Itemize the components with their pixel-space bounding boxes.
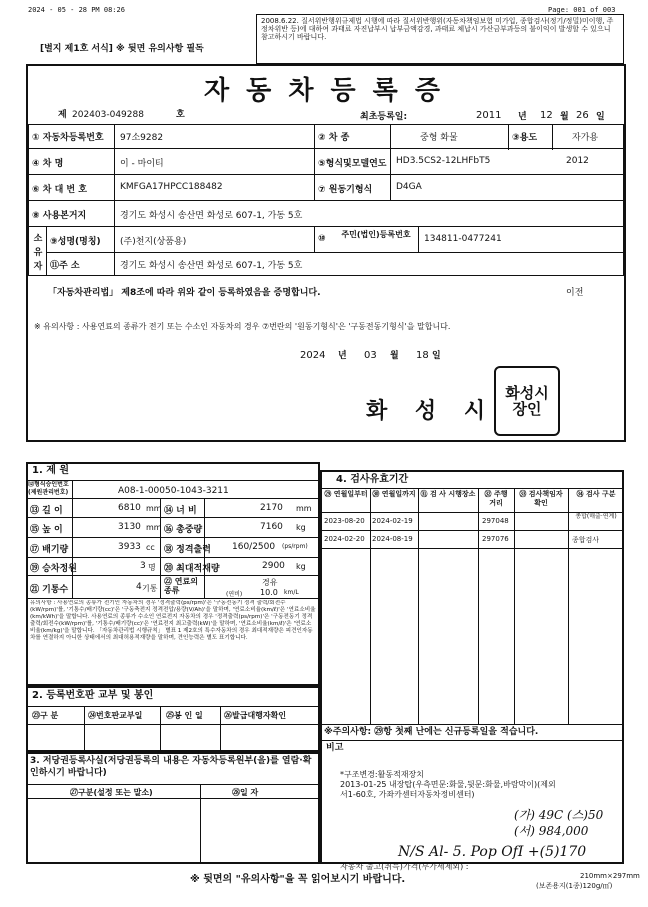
height-unit: mm (146, 523, 162, 532)
inspection-title: 4. 검사유효기간 (336, 474, 409, 485)
remarks-line-2: 2013-01-25 내장탑(우측면문:화물,뒷문:화물,바람막이)(제외 (340, 780, 556, 789)
first-reg-day: 26 (576, 110, 589, 121)
inspection-note: ※주의사항: ㉙항 첫째 난에는 신규등록일을 적습니다. (324, 727, 539, 737)
seats-value: 3 (140, 561, 146, 571)
model-year-label: ⑤형식및모델연도 (318, 159, 387, 169)
first-reg-label: 최초등록일: (360, 112, 408, 122)
handwriting-line-3: N/S Al- 5. Pop OfI +(5)170 (398, 844, 587, 860)
owner-name-value: (주)천지(상품용) (120, 237, 187, 247)
first-reg-year: 2011 (476, 110, 502, 121)
height-label: ⑮ 높 이 (30, 525, 63, 535)
length-value: 6810 (118, 503, 141, 513)
displacement-label: ⑰ 배기량 (30, 545, 69, 555)
length-label: ⑬ 길 이 (30, 506, 63, 516)
vehicle-number-label: ① 자동차등록번호 (32, 133, 104, 143)
issue-month-label: 월 (390, 351, 399, 361)
insp-col-to: ㉚ 연월일까지 (372, 490, 416, 498)
fuel-type-label: ㉒ 연료의 종류 (164, 577, 198, 595)
model-code-value: HD3.5CS2-12LHFbT5 (396, 156, 491, 166)
top-notice-box (256, 14, 624, 64)
engine-type-value: D4GA (396, 182, 422, 192)
notice-text: ※ 유의사항 : 사용연료의 종류가 전기 또는 수소인 자동차의 경우 ⑦번란의 '원동기형식'은 '구동전동기형식'을 말합니다. (34, 322, 451, 331)
fax-timestamp: 2024 - 05 - 28 PM 08:26 (28, 6, 125, 14)
certify-text: 「자동차관리법」 제8조에 따라 위와 같이 등록하였음을 증명합니다. (48, 288, 321, 298)
insp-col-mileage: ㉜ 주행 거리 (484, 490, 508, 507)
official-seal (494, 366, 560, 436)
insp-col-from: ㉙ 연월일부터 (324, 490, 368, 498)
seal-text: 화성시장인 (505, 384, 549, 418)
insp-col-place: ㉛ 검 사 시행장소 (420, 490, 476, 498)
rated-power-label: ⑱ 정격출력 (164, 545, 211, 555)
top-notice-text: 2008.6.22. 질서위반행위규제법 시행에 따라 질서위반행위(자동차책임보험 미가입, 종합검사(정기/정밀)미이행, 주정차위반 등)에 대하여 과태료 자진납부시 납부금액감경, 과태료 체납시 가산금부과등의 불이익이 발생할 수 있으니 참고하시기 바랍니다. (261, 17, 614, 42)
rated-power-unit: (ps/rpm) (282, 543, 308, 550)
corp-number-value: 134811-0477241 (424, 234, 502, 244)
issue-day: 18 (416, 350, 429, 361)
corp-number-label: 주민(법인)등록번호 (341, 230, 411, 239)
usage-value: 자가용 (572, 133, 599, 143)
issue-year-label: 년 (338, 351, 347, 361)
remarks-line-3: 서1-60호, 가좌카센터자동차정비센터) (340, 790, 475, 799)
base-location-label: ⑧ 사용본거지 (32, 211, 87, 221)
usage-label: ③용도 (512, 133, 538, 143)
insp-row1-type: 종합(매출·연계) (575, 513, 617, 520)
footer-notice: ※ 뒷면의 "유의사항"을 꼭 읽어보시기 바랍니다. (190, 874, 406, 885)
issuer-name: 화 성 시 (366, 398, 496, 424)
first-reg-year-label: 년 (518, 112, 527, 122)
insp-row1-from: 2023-08-20 (324, 517, 365, 525)
first-reg-month: 12 (540, 110, 553, 121)
vehicle-type-value: 중형 화물 (420, 133, 458, 143)
owner-name-label: ⑨성명(명칭) (50, 237, 101, 247)
width-unit: mm (296, 504, 312, 513)
engine-type-label: ⑦ 원동기형식 (318, 185, 373, 195)
type-approval-value: A08-1-00050-1043-3211 (118, 486, 229, 496)
vin-label: ⑥ 차 대 번 호 (32, 185, 87, 195)
displacement-unit: cc (146, 543, 155, 552)
plate-col-category: ㉓구 분 (32, 711, 59, 720)
remarks-line-1: *구조변경:활동적재장치 (340, 770, 424, 779)
issue-year: 2024 (300, 350, 326, 361)
fuel-efficiency-label: (연비) (226, 591, 243, 598)
insp-row1-mileage: 297048 (482, 517, 509, 525)
reg-no-suffix: 호 (176, 110, 185, 120)
paper-size: 210mm×297mm (580, 872, 640, 880)
specs-title: 1. 제 원 (32, 465, 70, 476)
handwriting-line-2: (서) 984,000 (514, 824, 589, 838)
form-label: [별지 제1호 서식] ※ 뒷면 유의사항 필독 (40, 44, 204, 54)
certify-right: 이전 (566, 288, 584, 298)
max-load-unit: kg (296, 562, 306, 571)
width-label: ⑭ 너 비 (164, 506, 197, 516)
gross-weight-value: 7160 (260, 522, 283, 532)
plate-col-agent-check: ㉖발급대행자확인 (224, 711, 287, 720)
first-reg-month-label: 월 (560, 112, 569, 122)
rated-power-value: 160/2500 (232, 542, 276, 552)
plate-col-seal-date: ㉕봉 인 일 (166, 711, 203, 720)
issue-day-label: 일 (432, 351, 441, 361)
insp-col-type: ㉞ 검사 구분 (576, 490, 616, 498)
specs-note: 유의사항 : 사용연료의 종류가 전기인 자동차의 경우 '정격출력(ps/rpm)'은 '구동전동기 정격 출력/회전수(kW/rpm)'를, '기통수/배기량(cc)'은 '구동축전지 정격전압/용량(V/Ah)'을 말하며, '연료소비율(km/ℓ)'은 '연료소비율(km/kWh)'을 말합니다. 사용연료의 종류가 수소인 연료전지 자동차의 경우 '정격출력(ps/rpm)'은 '구동전동기 정격출력/회전수(kW/rpm)'를, '기통수/배기량(cc)'은 '연료전지 최고출력(kW)'을 말하며, '연료소비율(km/ℓ)'은 '연료소비율(km/kg)'을 말합니다. 「자동차관리법 시행규칙」 별표 1 제2호의 특수자동차의 경우 최대적재량은 피견인자동차를 연결하지 아니한 상태에서의 최대허용적재량을 말하며, 견인능력은 별도 표기합니다. (30, 600, 316, 642)
cylinders-label: ㉑ 기통수 (30, 585, 69, 595)
lien-title: 3. 저당권등록사실(저당권등록의 내용은 자동차등록원부(을)를 열람·확인하시기 바랍니다) (30, 756, 312, 778)
model-name-value: 이 - 마이티 (120, 159, 164, 169)
max-load-value: 2900 (262, 561, 285, 571)
vehicle-number-value: 97소9282 (120, 133, 164, 143)
owner-address-value: 경기도 화성시 송산면 화성로 607-1, 가동 5호 (120, 261, 303, 271)
plate-title: 2. 등록번호판 교부 및 봉인 (32, 690, 154, 701)
fax-page-number: Page: 001 of 003 (548, 6, 616, 14)
reg-no-value: 202403-049288 (72, 110, 144, 120)
first-reg-day-label: 일 (596, 112, 605, 122)
vin-value: KMFGA17HPCC188482 (120, 182, 223, 192)
seats-label: ⑲ 승차정원 (30, 564, 77, 574)
cylinders-value: 4 (136, 582, 142, 592)
height-value: 3130 (118, 522, 141, 532)
insp-col-inspector: ㉝ 검사책임자 확인 (519, 490, 563, 507)
insp-row1-to: 2024-02-19 (372, 517, 413, 525)
document-title: 자 동 차 등 록 증 (204, 76, 444, 106)
insp-row2-to: 2024-08-19 (372, 535, 413, 543)
vehicle-type-label: ② 차 종 (318, 133, 350, 143)
cylinders-unit: 기통 (142, 584, 158, 593)
model-name-label: ④ 차 명 (32, 159, 64, 169)
length-unit: mm (146, 504, 162, 513)
base-location-value: 경기도 화성시 송산면 화성로 607-1, 가동 5호 (120, 211, 303, 221)
corp-number-num: ⑩ (318, 234, 326, 244)
handwriting-line-1: (가) 49C (스)50 (514, 808, 604, 822)
lien-col-type: ㉗구분(설정 또는 말소) (70, 788, 153, 797)
overlap-text: 자동차 출고(취득)가격(부가세제외) : (340, 862, 469, 871)
issue-month: 03 (364, 350, 377, 361)
fuel-type-value: 경유 (262, 578, 278, 587)
remarks-label: 비고 (326, 743, 344, 753)
model-year-value: 2012 (566, 156, 589, 166)
gross-weight-label: ⑯ 총중량 (164, 525, 203, 535)
fuel-efficiency-value: 10.0 (260, 588, 278, 597)
insp-row2-from: 2024-02-20 (324, 535, 365, 543)
plate-col-issue-date: ㉔번호판교부일 (88, 711, 143, 720)
displacement-value: 3933 (118, 542, 141, 552)
fuel-efficiency-unit: km/L (284, 589, 299, 596)
paper-type: (보존용지(1종)120g/㎡) (536, 882, 613, 890)
owner-label: 소유자 (33, 234, 43, 272)
max-load-label: ⑳ 최대적재량 (164, 564, 220, 574)
insp-row2-mileage: 297076 (482, 535, 509, 543)
reg-no-label: 제 (58, 110, 67, 120)
gross-weight-unit: kg (296, 523, 306, 532)
owner-address-label: ⑪주 소 (50, 261, 80, 271)
insp-row2-type: 종합검사 (572, 536, 600, 544)
type-approval-label: ⑫형식승인번호 (제원관리번호) (28, 481, 69, 496)
seats-unit: 명 (148, 563, 156, 572)
width-value: 2170 (260, 503, 283, 513)
lien-col-date: ㉘일 자 (232, 788, 259, 797)
